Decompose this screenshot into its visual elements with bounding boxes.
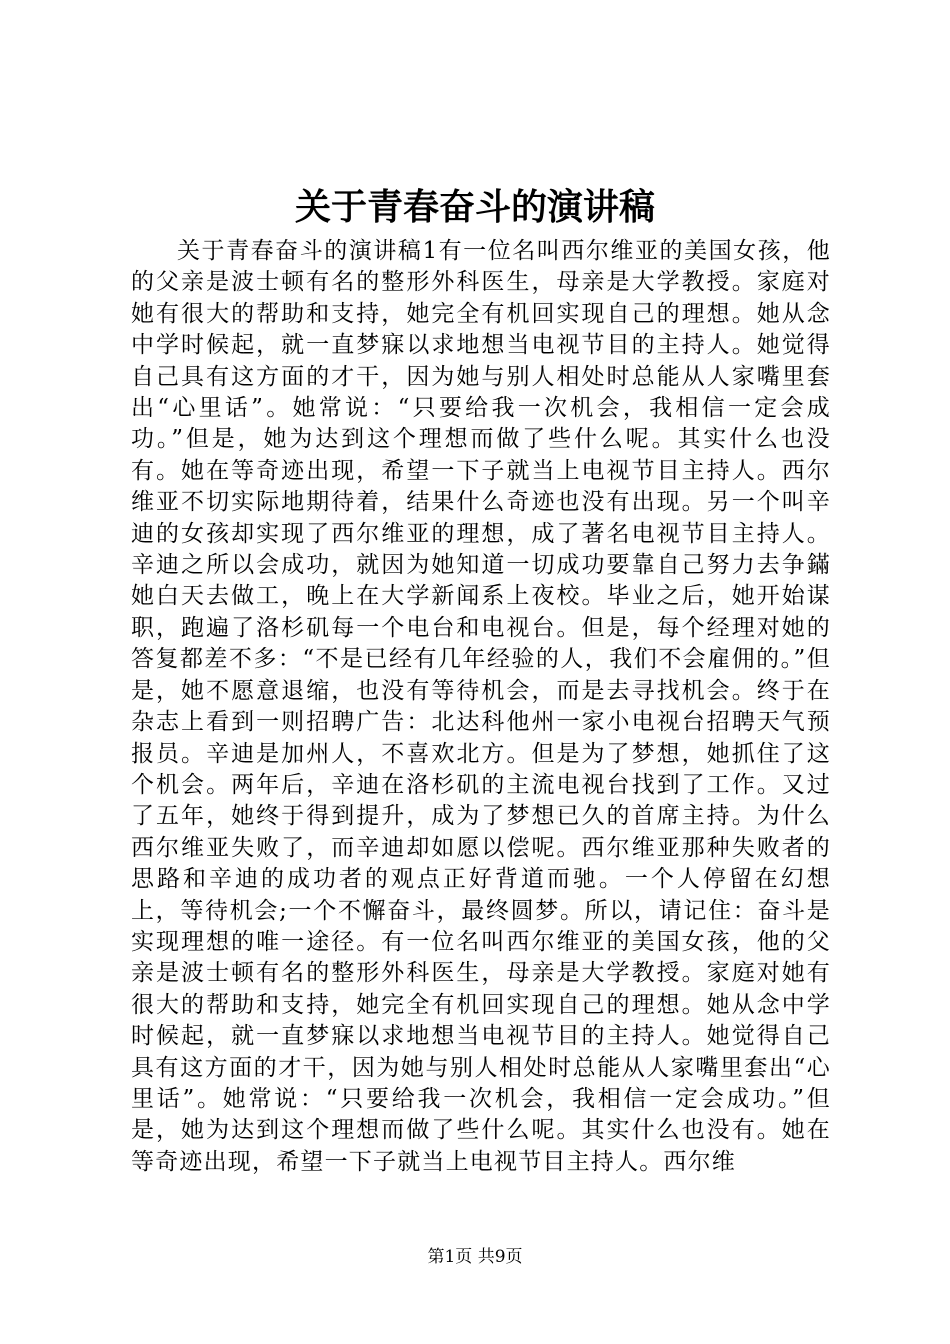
document-body-paragraph: 关于青春奋斗的演讲稿1有一位名叫西尔维亚的美国女孩，他的父亲是波士顿有名的整形外科医生，母亲是大学教授。家庭对她有很大的帮助和支持，她完全有机回实现自己的理想。她从念中学时候起，就一直梦寐以求地想当电视节目的主持人。她觉得自己具有这方面的才干，因为她与别人相处时总能从人家嘴里套出“心里话”。她常说：“只要给我一次机会，我相信一定会成功。”但是，她为达到这个理想而做了些什么呢。其实什么也没有。她在等奇迹出现，希望一下子就当上电视节目主持人。西尔维亚不切实际地期待着，结果什么奇迹也没有出现。另一个叫辛迪的女孩却实现了西尔维亚的理想，成了著名电视节目主持人。辛迪之所以会成功，就因为她知道一切成功要靠自己努力去争鏋她白天去做工，晚上在大学新闻系上夜校。毕业之后，她开始谋职，跑遍了洛杉矶每一个电台和电视台。但是，每个经理对她的答复都差不多：“不是已经有几年经验的人，我们不会雇佣的。”但是，她不愿意退缩，也没有等待机会，而是去寻找机会。终于在杂志上看到一则招聘广告：北达科他州一家小电视台招聘天气预报员。辛迪是加州人，不喜欢北方。但是为了梦想，她抓住了这个机会。两年后，辛迪在洛杉矶的主流电视台找到了工作。又过了五年，她终于得到提升，成为了梦想已久的首席主持。为什么西尔维亚失败了，而辛迪却如愿以偿呢。西尔维亚那种失败者的思路和辛迪的成功者的观点正好背道而驰。一个人停留在幻想上，等待机会;一个不懈奋斗，最终圆梦。所以，请记住：奋斗是实现理想的唯一途径。有一位名叫西尔维亚的美国女孩，他的父亲是波士顿有名的整形外科医生，母亲是大学教授。家庭对她有很大的帮助和支持，她完全有机回实现自己的理想。她从念中学时候起，就一直梦寐以求地想当电视节目的主持人。她觉得自己具有这方面的才干，因为她与别人相处时总能从人家嘴里套出“心里话”。她常说：“只要给我一次机会，我相信一定会成功。”但是，她为达到这个理想而做了些什么呢。其实什么也没有。她在等奇迹出现，希望一下子就当上电视节目主持人。西尔维	[131, 238, 831, 1175]
page-footer: 第1页 共9页	[427, 1247, 523, 1267]
document-title: 关于青春奋斗的演讲稿	[294, 186, 655, 228]
